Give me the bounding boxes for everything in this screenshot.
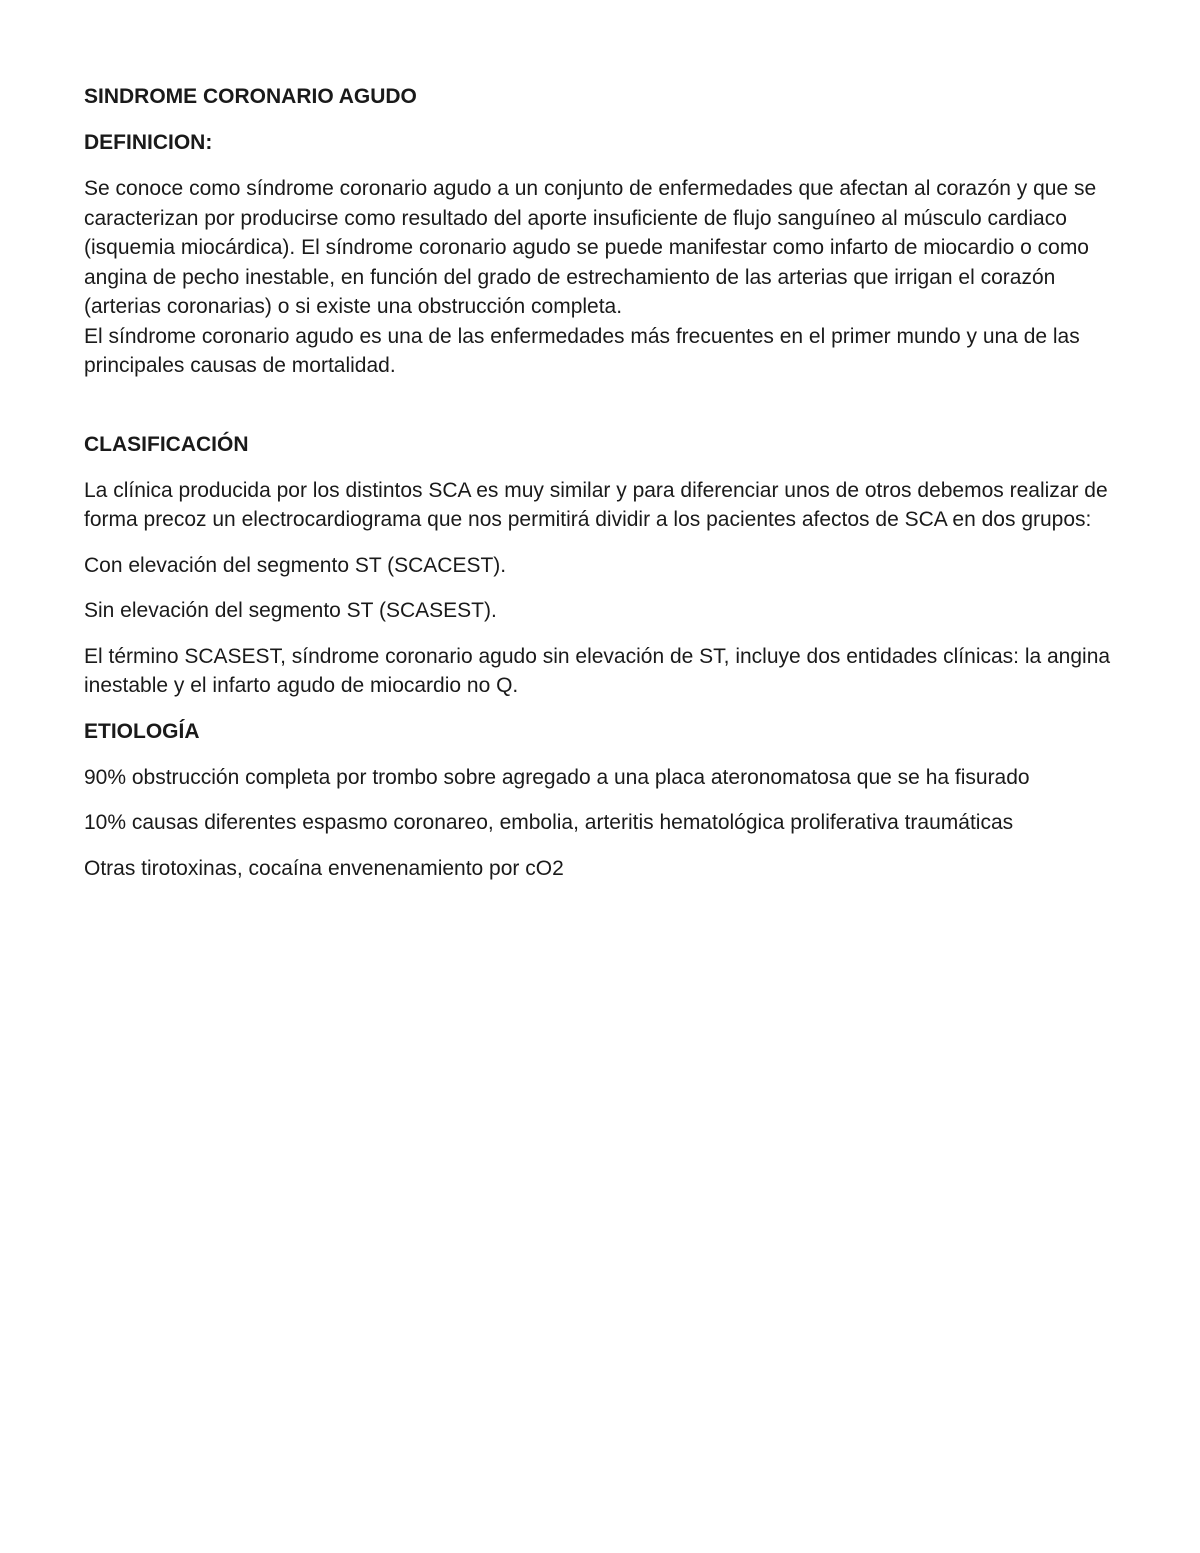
paragraph: El término SCASEST, síndrome coronario agudo sin elevación de ST, incluye dos entidades clínicas: la angina inestable y el infarto agudo de miocardio no Q. xyxy=(84,644,1111,697)
list-item: Sin elevación del segmento ST (SCASEST). xyxy=(84,599,497,622)
section-heading-etiologia: ETIOLOGÍA xyxy=(84,719,200,743)
paragraph: Otras tirotoxinas, cocaína envenenamiento por cO2 xyxy=(84,856,564,880)
document-title: SINDROME CORONARIO AGUDO xyxy=(84,85,417,108)
section-heading-clasificacion: CLASIFICACIÓN xyxy=(84,432,249,456)
document-page xyxy=(84,82,1124,883)
paragraph: La clínica producida por los distintos SCA es muy similar y para diferenciar unos de otros debemos realizar de forma precoz un electrocardiograma que nos permitirá dividir a los pacientes afectos de SCA en dos grupos: xyxy=(84,478,1108,531)
list-item: Con elevación del segmento ST (SCACEST). xyxy=(84,553,507,577)
paragraph: 90% obstrucción completa por trombo sobre agregado a una placa ateronomatosa que se ha fisurado xyxy=(84,765,1030,789)
paragraph: El síndrome coronario agudo es una de las enfermedades más frecuentes en el primer mundo y una de las principales causas de mortalidad. xyxy=(84,324,1080,377)
paragraph: 10% causas diferentes espasmo coronareo, embolia, arteritis hematológica proliferativa traumáticas xyxy=(84,811,1014,834)
paragraph: Se conoce como síndrome coronario agudo a un conjunto de enfermedades que afectan al corazón y que se caracterizan por producirse como resultado del aporte insuficiente de flujo sanguíneo al músculo cardiaco (isquemia miocárdica). El síndrome coronario agudo se puede manifestar como infarto de miocardio o como angina de pecho inestable, en función del grado de estrechamiento de las arterias que irrigan el corazón (arterias coronarias) o si existe una obstrucción completa. xyxy=(84,177,1097,318)
section-heading-definicion: DEFINICION: xyxy=(84,131,213,154)
